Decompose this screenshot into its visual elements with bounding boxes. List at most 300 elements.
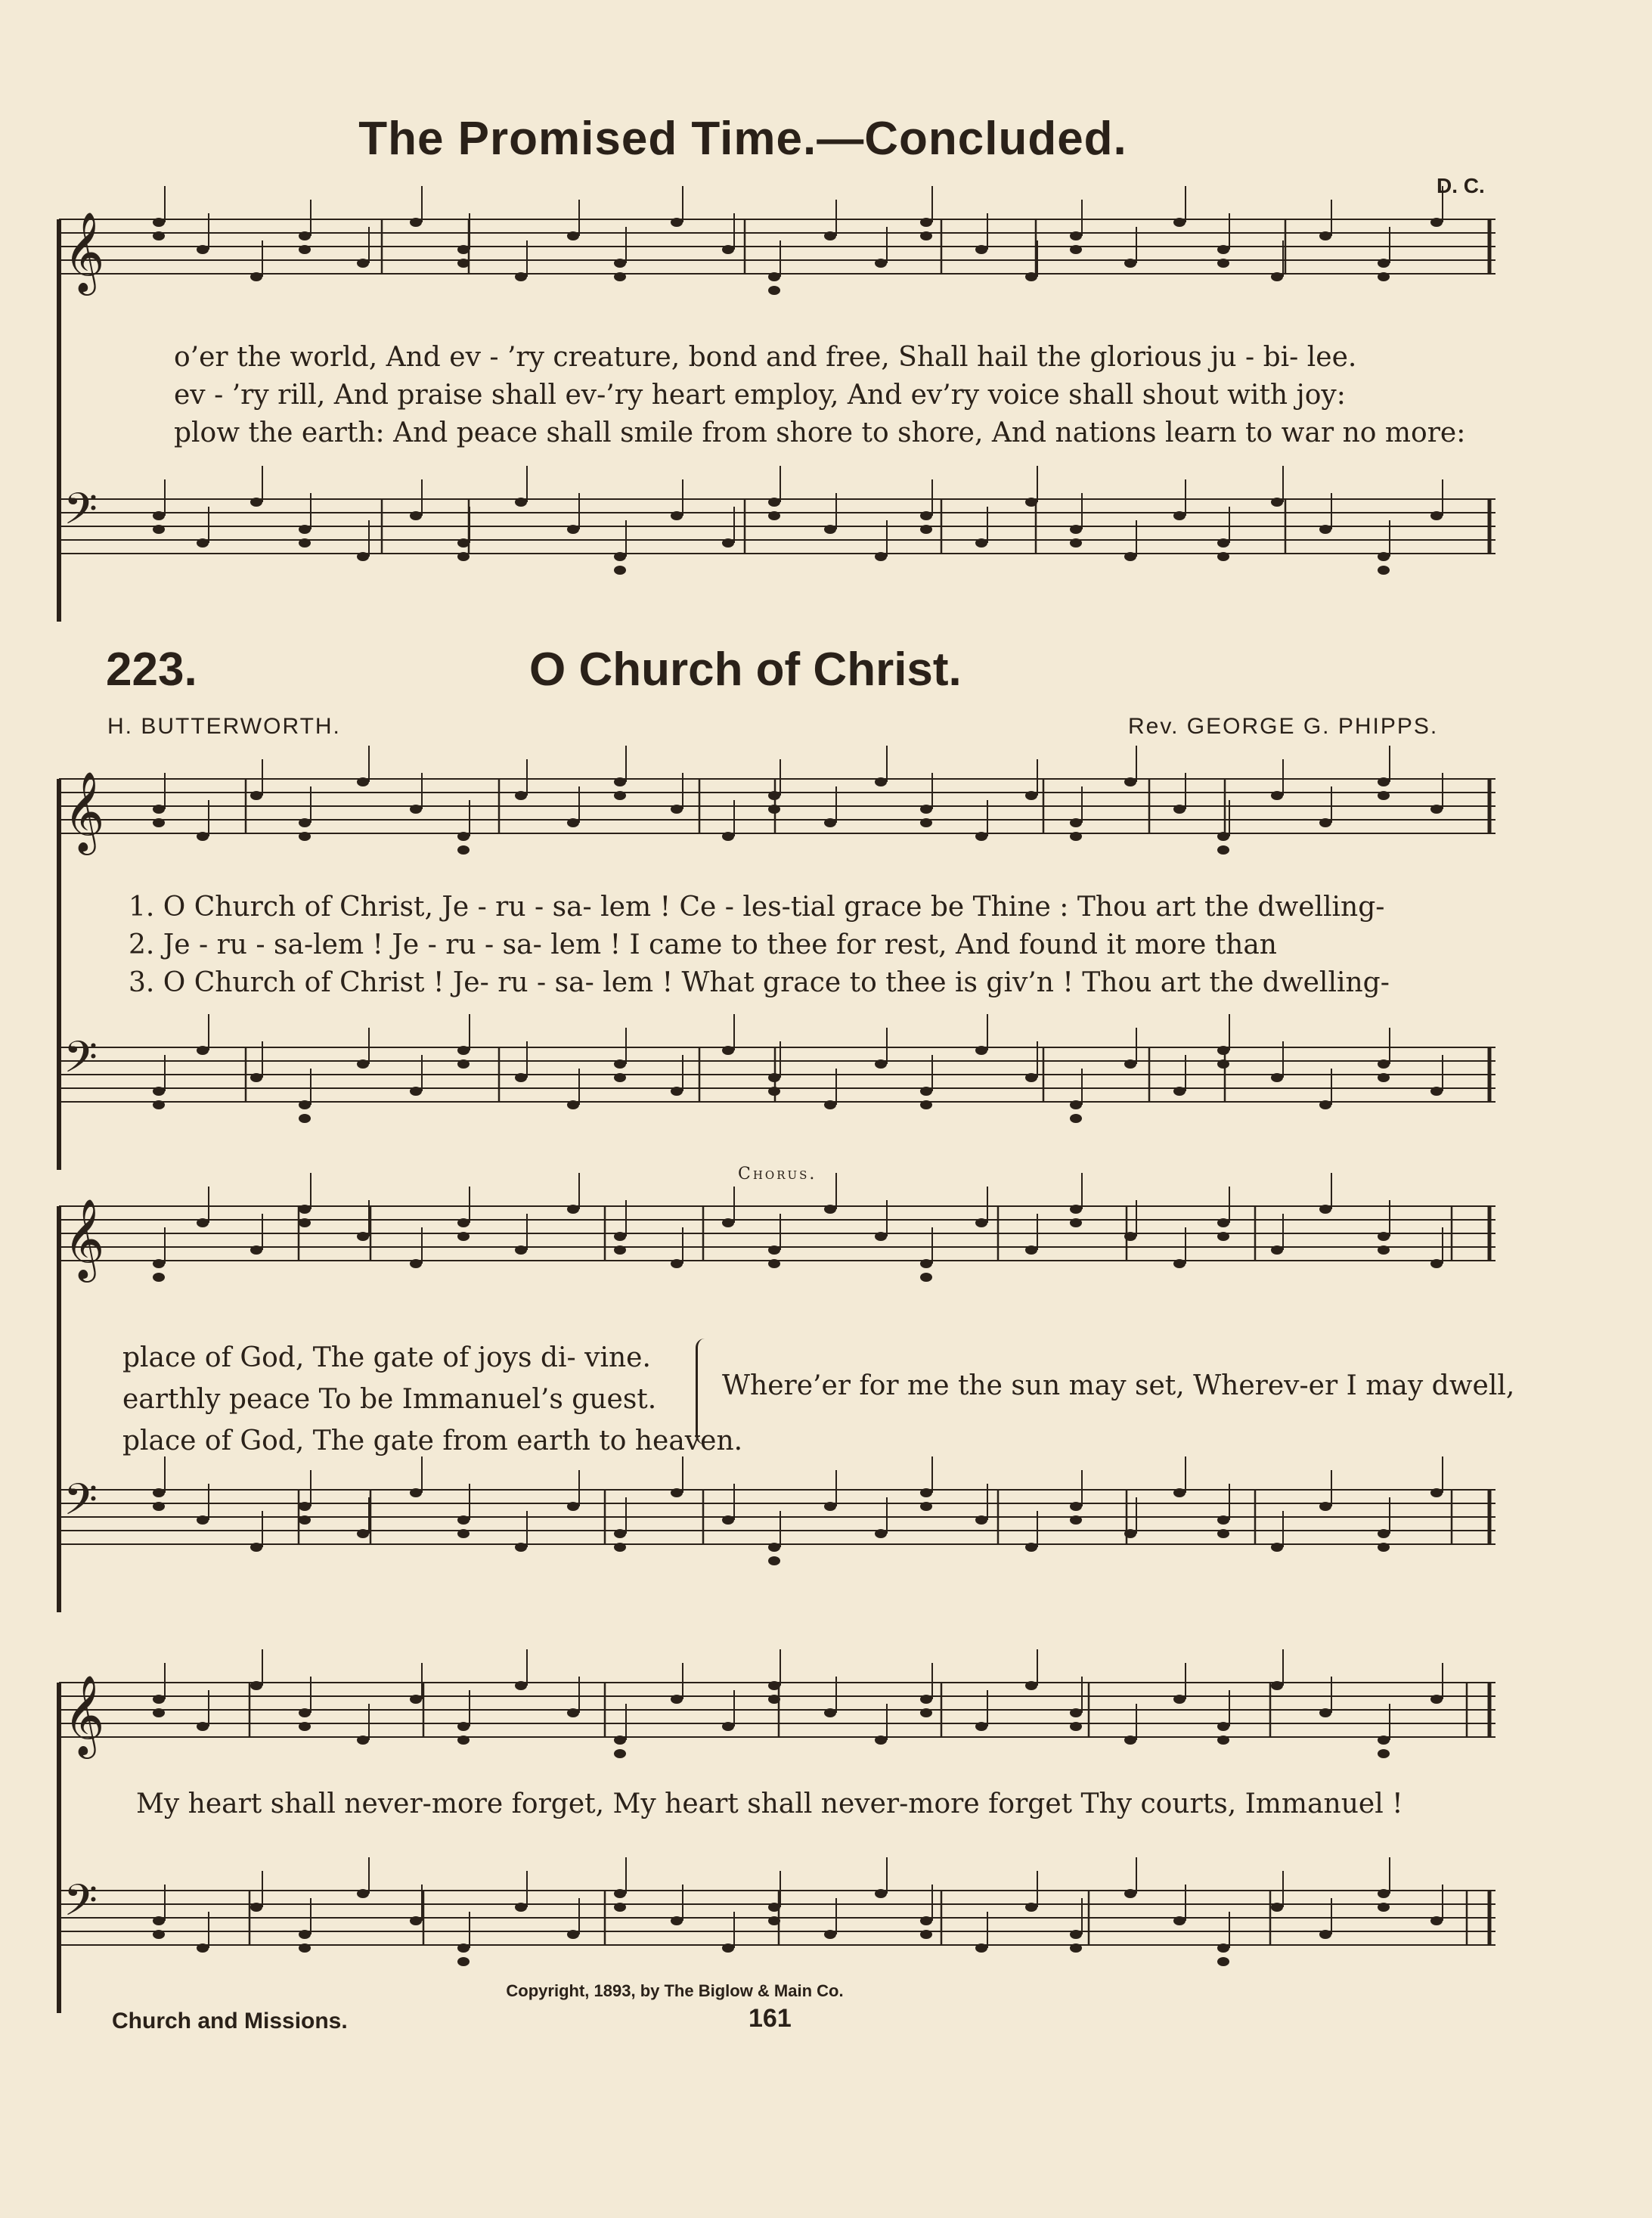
note-head — [875, 552, 887, 561]
note-head — [614, 791, 626, 800]
note-head — [1070, 231, 1082, 240]
note-head — [875, 777, 887, 786]
treble-clef-icon: 𝄞 — [64, 211, 105, 292]
note-head — [614, 1736, 626, 1745]
note-head — [250, 1245, 262, 1255]
note-head — [824, 525, 836, 534]
note-head — [410, 1695, 422, 1704]
note-head — [357, 1529, 369, 1538]
note-head — [1217, 1232, 1229, 1241]
note-head — [1070, 1100, 1082, 1109]
note-head — [299, 832, 311, 841]
note-head — [153, 525, 165, 534]
note-head — [614, 1529, 626, 1538]
note-head — [1319, 1708, 1331, 1717]
note-head — [875, 1736, 887, 1745]
note-head — [1070, 525, 1082, 534]
verse-ending-3: place of God, The gate from earth to heaven. — [122, 1425, 743, 1456]
note-head — [250, 1543, 262, 1552]
note-head — [299, 1708, 311, 1717]
note-head — [299, 1930, 311, 1939]
note-head — [153, 1259, 165, 1268]
note-head — [824, 818, 836, 827]
note-head — [671, 218, 683, 227]
note-head — [250, 498, 262, 507]
note-head — [457, 259, 470, 268]
note-head — [1378, 1529, 1390, 1538]
note-head — [457, 1059, 470, 1069]
top-lyrics — [174, 339, 1465, 452]
note-head — [457, 552, 470, 561]
note-head — [1271, 791, 1283, 800]
note-head — [410, 218, 422, 227]
note-head — [153, 1708, 165, 1717]
note-head — [975, 245, 987, 254]
note-head — [768, 1073, 780, 1082]
note-head — [1378, 552, 1390, 561]
note-head — [671, 1916, 683, 1925]
verse-line-1: 1. O Church of Christ, Je - ru - sa- lem ! Ce - les-tial grace be Thine : Thou art the dwelling- — [129, 892, 1385, 923]
note-head — [299, 1943, 311, 1953]
note-head — [197, 1943, 209, 1953]
note-head — [410, 1488, 422, 1497]
note-head — [153, 1916, 165, 1925]
note-head — [567, 1930, 579, 1939]
note-head — [824, 1100, 836, 1109]
note-head — [824, 1205, 836, 1214]
hymn-title: O Church of Christ. — [529, 644, 962, 696]
note-head — [1430, 1259, 1443, 1268]
note-head — [250, 791, 262, 800]
note-head — [1217, 1218, 1229, 1227]
note-head — [920, 1100, 932, 1109]
note-head — [1124, 1736, 1136, 1745]
note-head — [457, 1218, 470, 1227]
note-head — [1070, 1943, 1082, 1953]
note-head — [357, 552, 369, 561]
note-head — [824, 1502, 836, 1511]
note-head — [1173, 511, 1186, 520]
note-head — [457, 845, 470, 855]
note-head — [515, 791, 527, 800]
note-head — [1378, 791, 1390, 800]
note-head — [515, 1903, 527, 1912]
note-head — [1319, 525, 1331, 534]
note-head — [722, 832, 734, 841]
note-head — [197, 1722, 209, 1731]
note-head — [768, 1087, 780, 1096]
note-head — [824, 231, 836, 240]
note-head — [1217, 259, 1229, 268]
note-head — [920, 805, 932, 814]
note-head — [197, 1515, 209, 1525]
note-head — [153, 1488, 165, 1497]
note-head — [567, 1708, 579, 1717]
note-head — [824, 1930, 836, 1939]
note-head — [1217, 1943, 1229, 1953]
note-head — [153, 1695, 165, 1704]
treble-clef-icon: 𝄞 — [64, 1674, 105, 1755]
note-head — [1271, 1245, 1283, 1255]
note-head — [1430, 218, 1443, 227]
note-head — [1173, 1695, 1186, 1704]
note-head — [1124, 552, 1136, 561]
note-head — [1217, 1046, 1229, 1055]
note-head — [768, 272, 780, 281]
note-head — [153, 818, 165, 827]
lyric-line: ev - ’ry rill, And praise shall ev-’ry heart employ, And ev’ry voice shall shout with joy: — [174, 380, 1346, 411]
note-head — [1378, 1749, 1390, 1758]
note-head — [1025, 1245, 1037, 1255]
note-head — [1271, 1073, 1283, 1082]
note-head — [299, 1722, 311, 1731]
note-head — [250, 1903, 262, 1912]
note-head — [1378, 1073, 1390, 1082]
note-head — [1378, 259, 1390, 268]
note-head — [614, 1059, 626, 1069]
note-head — [1271, 498, 1283, 507]
note-head — [1025, 1543, 1037, 1552]
note-head — [1025, 1073, 1037, 1082]
note-head — [722, 1515, 734, 1525]
note-head — [1025, 272, 1037, 281]
note-head — [153, 805, 165, 814]
note-head — [975, 1943, 987, 1953]
note-head — [1173, 218, 1186, 227]
note-head — [614, 552, 626, 561]
note-head — [920, 525, 932, 534]
note-head — [1070, 1930, 1082, 1939]
note-head — [1124, 777, 1136, 786]
note-head — [410, 511, 422, 520]
note-head — [920, 1695, 932, 1704]
dc-marking: D. C. — [1437, 174, 1485, 197]
note-head — [1217, 1059, 1229, 1069]
note-head — [153, 1930, 165, 1939]
note-head — [567, 1502, 579, 1511]
note-head — [197, 832, 209, 841]
note-head — [197, 245, 209, 254]
note-head — [920, 818, 932, 827]
note-head — [1378, 1245, 1390, 1255]
note-head — [457, 1722, 470, 1731]
note-head — [722, 1722, 734, 1731]
lyricist: H. BUTTERWORTH. — [107, 714, 341, 739]
bass-clef-icon: 𝄢 — [64, 1474, 98, 1536]
note-head — [1378, 1903, 1390, 1912]
note-head — [299, 1114, 311, 1123]
note-head — [567, 1205, 579, 1214]
note-head — [768, 791, 780, 800]
note-head — [515, 1681, 527, 1690]
note-head — [920, 1259, 932, 1268]
note-head — [920, 1930, 932, 1939]
note-head — [1430, 1695, 1443, 1704]
note-head — [1124, 259, 1136, 268]
note-head — [920, 1273, 932, 1282]
note-head — [920, 218, 932, 227]
note-head — [1070, 832, 1082, 841]
note-head — [768, 1916, 780, 1925]
note-head — [614, 777, 626, 786]
note-head — [671, 805, 683, 814]
chorus-label: Chorus. — [738, 1165, 817, 1183]
note-head — [1378, 1059, 1390, 1069]
note-head — [299, 1218, 311, 1227]
copyright-notice: Copyright, 1893, by The Biglow & Main Co. — [506, 1981, 844, 2000]
note-head — [357, 259, 369, 268]
note-head — [875, 1529, 887, 1538]
note-head — [614, 259, 626, 268]
note-head — [515, 1073, 527, 1082]
note-head — [1124, 1059, 1136, 1069]
note-head — [920, 1488, 932, 1497]
note-head — [153, 1273, 165, 1282]
note-head — [875, 1232, 887, 1241]
note-head — [1430, 1916, 1443, 1925]
note-head — [1173, 1488, 1186, 1497]
note-head — [299, 525, 311, 534]
note-head — [1070, 538, 1082, 548]
note-head — [768, 1681, 780, 1690]
note-head — [1271, 272, 1283, 281]
note-head — [875, 1059, 887, 1069]
note-head — [768, 498, 780, 507]
note-head — [975, 1515, 987, 1525]
note-head — [875, 1889, 887, 1898]
note-head — [1378, 1736, 1390, 1745]
note-head — [299, 1205, 311, 1214]
note-head — [1070, 1515, 1082, 1525]
note-head — [1070, 1722, 1082, 1731]
verse-ending-1: place of God, The gate of joys di- vine. — [122, 1342, 651, 1373]
note-head — [1217, 1529, 1229, 1538]
note-head — [1430, 1488, 1443, 1497]
note-head — [614, 1245, 626, 1255]
note-head — [250, 1073, 262, 1082]
note-head — [1124, 1529, 1136, 1538]
note-head — [1070, 818, 1082, 827]
note-head — [671, 1488, 683, 1497]
note-head — [1217, 1957, 1229, 1966]
note-head — [614, 1889, 626, 1898]
note-head — [975, 1046, 987, 1055]
note-head — [1124, 1232, 1136, 1241]
note-head — [1173, 1087, 1186, 1096]
note-head — [1070, 1218, 1082, 1227]
note-head — [1378, 777, 1390, 786]
note-head — [567, 818, 579, 827]
composer: Rev. GEORGE G. PHIPPS. — [1128, 714, 1439, 739]
note-head — [153, 1502, 165, 1511]
note-head — [768, 1543, 780, 1552]
lyric-line: plow the earth: And peace shall smile from shore to shore, And nations learn to war no more: — [174, 417, 1466, 448]
note-head — [357, 1059, 369, 1069]
note-head — [1430, 805, 1443, 814]
note-head — [1217, 1736, 1229, 1745]
note-head — [457, 1515, 470, 1525]
note-head — [410, 1916, 422, 1925]
note-head — [768, 1695, 780, 1704]
note-head — [768, 1556, 780, 1565]
note-head — [722, 1046, 734, 1055]
note-head — [457, 538, 470, 548]
note-head — [515, 1245, 527, 1255]
note-head — [614, 1232, 626, 1241]
note-head — [671, 511, 683, 520]
note-head — [457, 245, 470, 254]
note-head — [1271, 1681, 1283, 1690]
note-head — [1271, 1543, 1283, 1552]
bass-clef-icon: 𝄢 — [64, 1031, 98, 1093]
note-head — [197, 1046, 209, 1055]
brace — [696, 1339, 711, 1444]
note-head — [1319, 1100, 1331, 1109]
note-head — [1378, 1232, 1390, 1241]
note-head — [614, 272, 626, 281]
note-head — [768, 1259, 780, 1268]
note-head — [671, 1259, 683, 1268]
note-head — [1070, 1708, 1082, 1717]
note-head — [299, 1100, 311, 1109]
note-head — [457, 1046, 470, 1055]
note-head — [197, 1218, 209, 1227]
note-head — [153, 1087, 165, 1096]
note-head — [1319, 231, 1331, 240]
note-head — [153, 511, 165, 520]
note-head — [1378, 272, 1390, 281]
note-head — [1271, 1903, 1283, 1912]
treble-clef-icon: 𝄞 — [64, 1198, 105, 1279]
note-head — [722, 1218, 734, 1227]
note-head — [457, 1943, 470, 1953]
note-head — [920, 1087, 932, 1096]
note-head — [768, 1903, 780, 1912]
note-head — [567, 231, 579, 240]
note-head — [410, 805, 422, 814]
note-head — [153, 1100, 165, 1109]
note-head — [457, 1957, 470, 1966]
note-head — [357, 1736, 369, 1745]
note-head — [1217, 538, 1229, 548]
note-head — [1319, 1205, 1331, 1214]
note-head — [768, 511, 780, 520]
note-head — [515, 272, 527, 281]
note-head — [515, 1543, 527, 1552]
bass-clef-icon: 𝄢 — [64, 483, 98, 545]
note-head — [1378, 566, 1390, 575]
note-head — [1378, 1543, 1390, 1552]
note-head — [875, 259, 887, 268]
note-head — [567, 525, 579, 534]
note-head — [1025, 791, 1037, 800]
note-head — [920, 1916, 932, 1925]
note-head — [1173, 1259, 1186, 1268]
bass-clef-icon: 𝄢 — [64, 1875, 98, 1937]
note-head — [1217, 1515, 1229, 1525]
note-head — [357, 777, 369, 786]
note-head — [1319, 1502, 1331, 1511]
treble-clef-icon: 𝄞 — [64, 771, 105, 852]
note-head — [299, 231, 311, 240]
note-head — [920, 231, 932, 240]
note-head — [1319, 818, 1331, 827]
note-head — [975, 1722, 987, 1731]
note-head — [768, 286, 780, 295]
note-head — [1025, 1681, 1037, 1690]
note-head — [153, 231, 165, 240]
note-head — [920, 511, 932, 520]
verse-line-3: 3. O Church of Christ ! Je- ru - sa- lem ! What grace to thee is giv’n ! Thou art the dwelling- — [129, 967, 1390, 998]
note-head — [299, 1502, 311, 1511]
note-head — [1430, 511, 1443, 520]
note-head — [1070, 245, 1082, 254]
note-head — [357, 1889, 369, 1898]
note-head — [671, 1087, 683, 1096]
verse-endings — [122, 1337, 742, 1462]
note-head — [457, 1529, 470, 1538]
note-head — [250, 1681, 262, 1690]
verse-ending-2: earthly peace To be Immanuel’s guest. — [122, 1384, 657, 1415]
verse-lyrics — [129, 889, 1390, 1002]
note-head — [299, 538, 311, 548]
note-head — [357, 1232, 369, 1241]
note-head — [671, 1695, 683, 1704]
chorus-lyric-2: My heart shall never-more forget, My heart shall never-more forget Thy courts, Immanuel ! — [136, 1788, 1403, 1819]
note-head — [1319, 1930, 1331, 1939]
note-head — [722, 538, 734, 548]
note-head — [457, 1232, 470, 1241]
note-head — [1070, 1114, 1082, 1123]
note-head — [299, 245, 311, 254]
note-head — [1025, 1903, 1037, 1912]
page-number: 161 — [749, 2004, 792, 2033]
note-head — [1217, 1722, 1229, 1731]
note-head — [410, 1087, 422, 1096]
note-head — [920, 1502, 932, 1511]
note-head — [1378, 1889, 1390, 1898]
note-head — [410, 1259, 422, 1268]
note-head — [567, 1100, 579, 1109]
note-head — [1070, 1502, 1082, 1511]
section-name: Church and Missions. — [112, 2009, 348, 2033]
note-head — [1217, 552, 1229, 561]
note-head — [1025, 498, 1037, 507]
note-head — [768, 1245, 780, 1255]
note-head — [1173, 805, 1186, 814]
note-head — [614, 1073, 626, 1082]
note-head — [1173, 1916, 1186, 1925]
note-head — [975, 1218, 987, 1227]
note-head — [1124, 1889, 1136, 1898]
continued-title: The Promised Time.—Concluded. — [358, 113, 1127, 165]
note-head — [975, 832, 987, 841]
note-head — [1217, 245, 1229, 254]
note-head — [824, 1708, 836, 1717]
note-head — [614, 566, 626, 575]
note-head — [197, 538, 209, 548]
note-head — [515, 498, 527, 507]
note-head — [299, 818, 311, 827]
note-head — [920, 1708, 932, 1717]
note-head — [457, 1736, 470, 1745]
note-head — [1217, 845, 1229, 855]
note-head — [614, 1903, 626, 1912]
note-head — [975, 538, 987, 548]
note-head — [1070, 1205, 1082, 1214]
note-head — [457, 832, 470, 841]
note-head — [722, 1943, 734, 1953]
